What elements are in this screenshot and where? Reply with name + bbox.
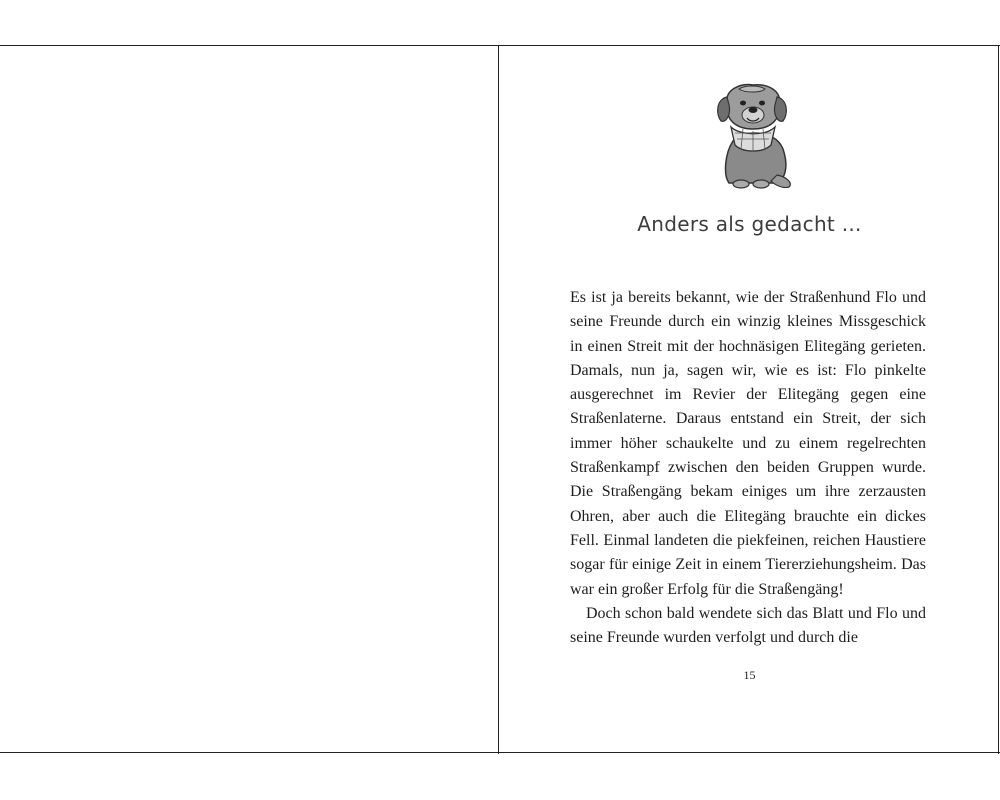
paragraph: Doch schon bald wendete sich das Blatt und Flo und seine Freunde wurden verfolgt und durch die: [570, 604, 926, 647]
chapter-body-text: [570, 286, 926, 650]
page-number: 15: [743, 668, 756, 682]
sitting-dog-illustration-icon: [705, 83, 801, 191]
right-page: [500, 46, 999, 754]
paragraph: Es ist ja bereits bekannt, wie der Straßenhund Flo und seine Freunde durch ein winzig kleines Missgeschick in einen Streit mit der hochnäsigen Elitegäng gerieten. Damals, nun ja, sagen wir, wie es ist: Flo pinkelte ausgerechnet im Revier der Elitegäng gegen eine Straßenlaterne. Daraus entstand ein Streit, der sich immer höher schaukelte und zu einem regelrechten Straßenkampf zwischen den beiden Gruppen wurde. Die Straßengäng bekam einiges um ihre zerzausten Ohren, aber auch die Elitegäng brauchte ein dickes Fell. Einmal landeten die piekfeinen, reichen Haustiere sogar für einige Zeit in einem Tiererziehungsheim. Das war ein großer Erfolg für die Straßengäng!: [570, 289, 926, 598]
left-page: [0, 46, 499, 754]
chapter-title: Anders als gedacht ...: [637, 212, 862, 236]
book-spread: [0, 45, 1000, 753]
